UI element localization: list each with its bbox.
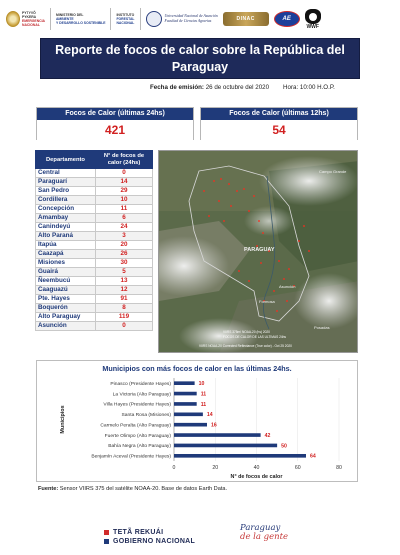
slogan-line: de la gente: [240, 532, 289, 542]
department-name: Caazapá: [36, 250, 96, 259]
counter-value: 421: [37, 120, 193, 140]
map-caption-line: FOCOS DE CALOR DE LAS ULTIMAS 24hs: [223, 335, 286, 339]
emission-date-value: 26 de octubre del 2020: [205, 84, 270, 91]
logo-text: MINISTERIO DEL: [55, 13, 84, 17]
category-label: Bahía Negra (Alto Paraguay): [108, 444, 171, 450]
logo-text: PYTYVÕ: [22, 11, 36, 15]
category-label: Santa Rosa (Misiones): [121, 413, 171, 419]
department-name: Alto Paraguay: [36, 313, 96, 322]
department-table-body: [36, 169, 153, 331]
department-name: Itapúa: [36, 241, 96, 250]
table-row: [36, 205, 153, 214]
table-row: [36, 322, 153, 331]
x-tick-label: 0: [172, 465, 176, 471]
footer: [0, 516, 400, 555]
category-label: Carmelo Peralta (Alto Paraguay): [100, 423, 171, 429]
emission-hour-value: 10:00 H.O.P.: [299, 84, 335, 91]
department-name: Boquerón: [36, 304, 96, 313]
logo-text: WWF: [306, 23, 319, 30]
chart-bar: [174, 433, 261, 437]
x-tick-label: 20: [212, 465, 219, 471]
department-count: 0: [96, 322, 153, 331]
report-title-line: Reporte de focos de calor sobre la República del: [55, 42, 345, 57]
emergencia-nacional-logo: [6, 11, 45, 27]
logo-text: PYKERA: [22, 15, 37, 19]
table-row: [36, 169, 153, 178]
department-count: 12: [96, 286, 153, 295]
counter-label: Focos de Calor (últimas 12hs): [201, 108, 357, 120]
department-name: Central: [36, 169, 96, 178]
department-count: 14: [96, 178, 153, 187]
slogan-line: Paraguay: [240, 523, 281, 533]
report-title: [55, 42, 345, 76]
logo-text: Y DESARROLLO SOSTENIBLE: [55, 21, 106, 25]
logo-text: FORESTAL: [116, 17, 135, 21]
department-name: Ñeembucú: [36, 277, 96, 286]
emission-info: [150, 84, 350, 91]
logo-text: INSTITUTO: [116, 13, 135, 17]
department-count: 13: [96, 277, 153, 286]
category-label: Benjamín Aceval (Presidente Hayes): [91, 454, 171, 460]
table-row: [36, 313, 153, 322]
table-row: [36, 286, 153, 295]
table-header-count: N° de focos de calor (24hs): [96, 151, 153, 169]
department-count: 26: [96, 250, 153, 259]
department-count: 8: [96, 304, 153, 313]
data-label: 50: [281, 443, 287, 450]
category-label: Pinasco (Presidente Hayes): [110, 381, 171, 387]
counter-12h: [200, 107, 358, 140]
department-count: 29: [96, 187, 153, 196]
logo-text: Facultad de Ciencias Agrarias: [164, 19, 212, 23]
divider: [110, 8, 111, 30]
department-name: Misiones: [36, 259, 96, 268]
emission-hour-label: Hora:: [283, 84, 299, 91]
x-tick-label: 40: [253, 465, 260, 471]
chart-bar: [174, 381, 195, 385]
department-count: 24: [96, 223, 153, 232]
report-title-banner: [40, 38, 360, 79]
department-count: 119: [96, 313, 153, 322]
logo-text: EMERGENCIA: [22, 19, 45, 23]
x-tick-label: 80: [336, 465, 342, 471]
counters: [36, 107, 358, 140]
data-label: 16: [211, 422, 217, 429]
logo-text: NACIONAL: [22, 23, 40, 27]
source-note: [38, 486, 358, 492]
department-name: Paraguarí: [36, 178, 96, 187]
data-label: 64: [310, 453, 316, 460]
table-row: [36, 214, 153, 223]
department-count: 0: [96, 169, 153, 178]
y-axis-label: Municipios: [60, 405, 66, 434]
table-row: [36, 196, 153, 205]
chart-bar: [174, 402, 197, 406]
table-row: [36, 304, 153, 313]
department-name: Alto Paraná: [36, 232, 96, 241]
divider: [50, 8, 51, 30]
table-header-department: Departamento: [36, 151, 96, 169]
data-label: 11: [200, 401, 207, 408]
source-text: Sensor VIIRS 375 del satélite NOAA-20. Base de datos Earth Data.: [59, 486, 228, 492]
panda-icon: [305, 9, 321, 24]
table-row: [36, 223, 153, 232]
table-row: [36, 187, 153, 196]
department-count: 10: [96, 196, 153, 205]
logo-text: NACIONAL: [116, 21, 135, 25]
emission-hour: [283, 84, 335, 91]
gov-line: TETÃ REKUÁI: [113, 529, 164, 536]
logo-bar: [0, 0, 400, 38]
data-label: 42: [264, 432, 271, 439]
map-caption-line: VIIRS 375m/ NOAA-20 (hs) 2020: [223, 330, 270, 334]
chart-bar: [174, 412, 203, 416]
department-name: Cordillera: [36, 196, 96, 205]
university-seal-icon: [146, 11, 162, 27]
chart-bar: [174, 454, 306, 458]
counter-label: Focos de Calor (últimas 24hs): [37, 108, 193, 120]
una-logo: [146, 11, 218, 27]
map-label-formosa: Formosa: [259, 299, 275, 304]
department-name: Asunción: [36, 322, 96, 331]
department-count: 6: [96, 214, 153, 223]
logo-text: AE: [282, 16, 291, 22]
department-count: 91: [96, 295, 153, 304]
municipality-chart: [36, 360, 358, 482]
table-row: [36, 232, 153, 241]
x-axis-label: N° de focos de calor: [230, 474, 283, 480]
category-label: La Victoria (Alto Paraguay): [112, 392, 171, 398]
category-label: Fuerte Olimpo (Alto Paraguay): [104, 433, 171, 439]
logo-text: AMBIENTE: [55, 17, 74, 21]
chart-bar: [174, 423, 207, 427]
department-name: Amambay: [36, 214, 96, 223]
map-label-campo-grande: Campo Grande: [319, 169, 347, 174]
map-label-paraguay: PARAGUAY: [244, 247, 275, 253]
infona-logo: [116, 13, 134, 25]
logo-text: Universidad Nacional de Asunción: [164, 14, 218, 19]
bar-chart: [37, 361, 359, 483]
table-row: [36, 259, 153, 268]
department-count: 30: [96, 259, 153, 268]
ae-logo: [274, 11, 300, 27]
dinac-logo: [223, 12, 269, 26]
table-row: [36, 250, 153, 259]
table-row: [36, 295, 153, 304]
satellite-map: [158, 150, 358, 353]
department-name: Concepción: [36, 205, 96, 214]
x-tick-label: 60: [294, 465, 301, 471]
counter-value: 54: [201, 120, 357, 140]
map-caption-line: VIIRS NOAA-20 Corrected Reflectance (True color) - Oct 25 2020: [199, 344, 292, 348]
national-crest-icon: [6, 11, 20, 27]
department-name: Caaguazú: [36, 286, 96, 295]
map-label-asuncion: Asunción: [279, 284, 296, 289]
flag-blue-square: [104, 539, 109, 544]
table-row: [36, 277, 153, 286]
government-logo: [104, 528, 195, 546]
data-label: 11: [200, 391, 207, 398]
table-row: [36, 268, 153, 277]
chart-bar: [174, 392, 197, 396]
report-title-line: Paraguay: [171, 59, 229, 74]
emission-date: [150, 84, 269, 91]
department-count: 5: [96, 268, 153, 277]
logo-text: DINAC: [236, 16, 255, 22]
table-row: [36, 178, 153, 187]
chart-bar: [174, 444, 277, 448]
emission-date-label: Fecha de emisión:: [150, 84, 204, 91]
map-label-posadas: Posadas: [314, 325, 330, 330]
gov-line: GOBIERNO NACIONAL: [113, 538, 196, 545]
department-name: Pte. Hayes: [36, 295, 96, 304]
flag-red-square: [104, 530, 109, 535]
divider: [140, 8, 141, 30]
satellite-map-image: [159, 151, 358, 353]
table-row: [36, 241, 153, 250]
slogan-logo: [240, 524, 288, 542]
department-name: Canindeyú: [36, 223, 96, 232]
department-name: Guairá: [36, 268, 96, 277]
category-label: Villa Hayes (Presidente Hayes): [103, 402, 171, 408]
department-count: 3: [96, 232, 153, 241]
wwf-logo: [305, 9, 321, 30]
department-count: 11: [96, 205, 153, 214]
source-label: Fuente:: [38, 486, 59, 492]
department-count: 20: [96, 241, 153, 250]
chart-title: Municipios con más focos de calor en las últimas 24hs.: [102, 364, 292, 373]
mades-logo: [56, 13, 105, 25]
data-label: 10: [198, 381, 205, 388]
department-table: [35, 150, 153, 331]
counter-24h: [36, 107, 194, 140]
department-name: San Pedro: [36, 187, 96, 196]
data-label: 14: [206, 412, 213, 419]
